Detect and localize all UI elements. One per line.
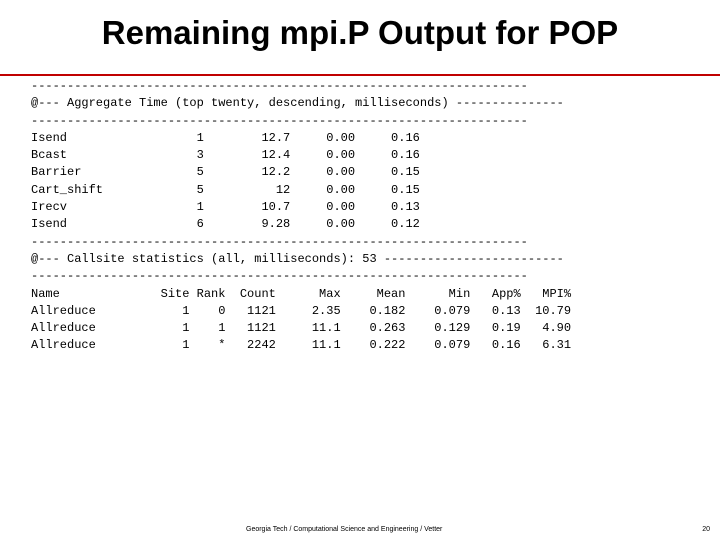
- page-number: 20: [702, 526, 710, 533]
- output-line: ---------------------------------------------------------------------: [31, 234, 528, 249]
- footer-text: Georgia Tech / Computational Science and Engineering / Vetter: [246, 526, 443, 533]
- output-line: Allreduce 1 * 2242 11.1 0.222 0.079 0.16 6.31: [31, 338, 572, 353]
- output-line: Irecv 1 10.7 0.00 0.13: [31, 200, 420, 215]
- output-line: Name Site Rank Count Max Mean Min App% MPI%: [31, 286, 572, 301]
- output-line: @--- Aggregate Time (top twenty, descending, milliseconds) ---------------: [31, 96, 564, 111]
- output-line: @--- Callsite statistics (all, milliseconds): 53 -------------------------: [31, 251, 564, 266]
- output-line: Cart_shift 5 12 0.00 0.15: [31, 182, 420, 197]
- title-rule: [0, 74, 720, 76]
- output-line: Allreduce 1 0 1121 2.35 0.182 0.079 0.13 10.79: [31, 303, 572, 318]
- output-line: Isend 1 12.7 0.00 0.16: [31, 130, 420, 145]
- output-line: ---------------------------------------------------------------------: [31, 269, 528, 284]
- output-line: Allreduce 1 1 1121 11.1 0.263 0.129 0.19 4.90: [31, 321, 572, 336]
- output-line: ---------------------------------------------------------------------: [31, 79, 528, 93]
- output-line: Barrier 5 12.2 0.00 0.15: [31, 165, 420, 180]
- output-line: Bcast 3 12.4 0.00 0.16: [31, 148, 420, 163]
- mpip-output-block: [31, 78, 571, 355]
- slide-title: Remaining mpi.P Output for POP: [101, 14, 619, 51]
- output-line: ---------------------------------------------------------------------: [31, 113, 528, 128]
- output-line: Isend 6 9.28 0.00 0.12: [31, 217, 420, 232]
